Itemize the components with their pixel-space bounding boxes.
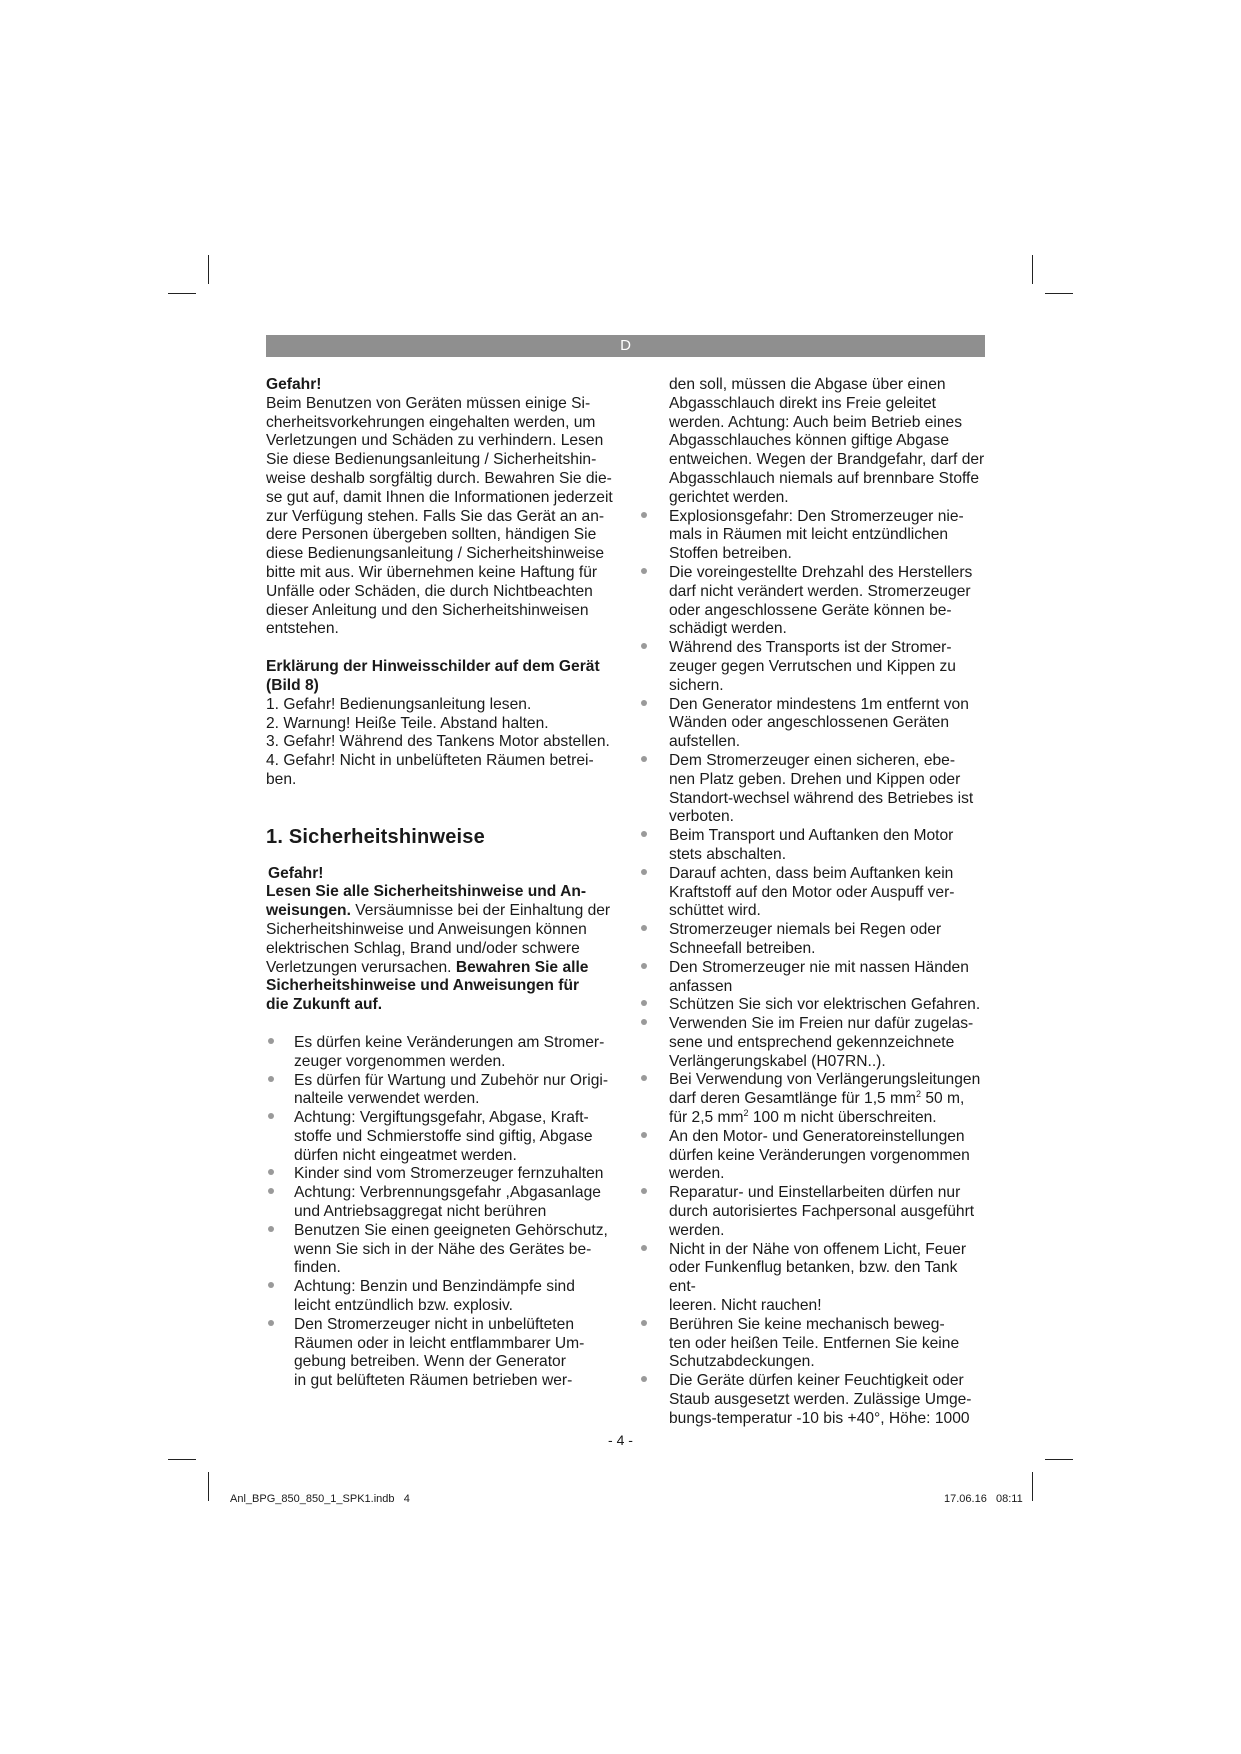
- signs-heading: Erklärung der Hinweisschilder auf dem Gerät (Bild 8): [266, 658, 600, 694]
- language-header-bar: [266, 335, 985, 357]
- page-number: - 4 -: [608, 1432, 633, 1448]
- list-item: Dem Stromerzeuger einen sicheren, ebe- nen Platz geben. Drehen und Kippen oder Standort-wechsel während des Betriebes ist verboten.: [635, 752, 987, 827]
- danger-heading: Gefahr!: [266, 376, 322, 393]
- list-item: Es dürfen keine Veränderungen am Stromer- zeuger vorgenommen werden.: [266, 1034, 616, 1072]
- keep-instructions-bold: Bewahren Sie alle Sicherheitshinweise und Anweisungen für die Zukunft auf.: [266, 958, 589, 1014]
- section-title: 1. Sicherheitshinweise: [266, 825, 485, 848]
- list-item: Kinder sind vom Stromerzeuger fernzuhalten: [266, 1165, 616, 1184]
- read-instructions-bold: Lesen Sie alle Sicherheitshinweise und An- weisungen.: [266, 883, 587, 920]
- list-item: Den Stromerzeuger nicht in unbelüfteten Räumen oder in leicht entflammbarer Um- gebung betreiben. Wenn der Generator in gut belüfteten Räumen betrieben wer-: [266, 1316, 616, 1391]
- list-item: Explosionsgefahr: Den Stromerzeuger nie- mals in Räumen mit leicht entzündlichen Stoffen betreiben.: [635, 508, 987, 564]
- cable-superscript-1: 2: [916, 1089, 922, 1100]
- continuation-paragraph: den soll, müssen die Abgase über einen Abgasschlauch direkt ins Freie geleitet werden. Achtung: Auch beim Betrieb eines Abgasschlauches können giftige Abgase entweichen. Wegen der Brandgefahr, darf der Abgasschlauch niemals auf brennbare Stoffe gerichtet werden.: [669, 376, 985, 506]
- language-tab-label: D: [620, 337, 631, 354]
- list-item: Die Geräte dürfen keiner Feuchtigkeit oder Staub ausgesetzt werden. Zulässige Umge- bungs-temperatur -10 bis +40°, Höhe: 1000: [635, 1372, 987, 1428]
- list-item-cable-length: [635, 1071, 987, 1127]
- signs-list: [266, 696, 616, 790]
- right-bullet-list: [635, 508, 987, 1429]
- sign-item-4: 4. Gefahr! Nicht in unbelüfteten Räumen betrei- ben.: [266, 752, 594, 788]
- list-item: Schützen Sie sich vor elektrischen Gefahren.: [635, 996, 987, 1015]
- cable-text-1: Bei Verwendung von Verlängerungsleitungen darf deren Gesamtlänge für 1,5 mm: [669, 1071, 981, 1108]
- list-item: Stromerzeuger niemals bei Regen oder Schneefall betreiben.: [635, 921, 987, 959]
- list-item: Achtung: Benzin und Benzindämpfe sind leicht entzündlich bzw. explosiv.: [266, 1278, 616, 1316]
- section-danger-heading: Gefahr!: [268, 864, 324, 882]
- list-item: Die voreingestellte Drehzahl des Herstellers darf nicht verändert werden. Stromerzeuger oder angeschlossene Geräte können be- schädigt werden.: [635, 564, 987, 639]
- footer-timestamp: 17.06.16 08:11: [944, 1493, 1023, 1505]
- crop-mark-top-left-vertical: [208, 255, 209, 284]
- sign-item-3: 3. Gefahr! Während des Tankens Motor abstellen.: [266, 733, 610, 751]
- list-item: Nicht in der Nähe von offenem Licht, Feuer oder Funkenflug betanken, bzw. den Tank ent- leeren. Nicht rauchen!: [635, 1241, 987, 1316]
- left-column: [266, 376, 616, 1391]
- cable-text-2: 50 m, für 2,5 mm: [669, 1090, 965, 1127]
- list-item: Darauf achten, dass beim Auftanken kein Kraftstoff auf den Motor oder Auspuff ver- schüttet wird.: [635, 865, 987, 921]
- crop-mark-bottom-left-horizontal: [168, 1459, 196, 1460]
- list-item: Benutzen Sie einen geeigneten Gehörschutz, wenn Sie sich in der Nähe des Gerätes be- finden.: [266, 1222, 616, 1278]
- cable-superscript-2: 2: [743, 1107, 749, 1118]
- crop-mark-bottom-right-horizontal: [1045, 1459, 1073, 1460]
- read-instructions-text: Versäumnisse bei der Einhaltung der Sicherheitshinweise und Anweisungen können elektrischen Schlag, Brand und/oder schwere Verletzungen verursachen.: [266, 902, 611, 976]
- list-item: An den Motor- und Generatoreinstellungen dürfen keine Veränderungen vorgenommen werden.: [635, 1128, 987, 1184]
- left-bullet-list: [266, 1034, 616, 1391]
- list-item: Es dürfen für Wartung und Zubehör nur Origi- nalteile verwendet werden.: [266, 1072, 616, 1110]
- sign-item-1: 1. Gefahr! Bedienungsanleitung lesen.: [266, 695, 532, 713]
- right-column: [635, 376, 987, 1429]
- list-item: Berühren Sie keine mechanisch beweg- ten oder heißen Teile. Entfernen Sie keine Schutzabdeckungen.: [635, 1316, 987, 1372]
- list-item: Beim Transport und Auftanken den Motor stets abschalten.: [635, 827, 987, 865]
- list-item: Achtung: Vergiftungsgefahr, Abgase, Kraft- stoffe und Schmierstoffe sind giftig, Abgase dürfen nicht eingeatmet werden.: [266, 1109, 616, 1165]
- danger-paragraph: Beim Benutzen von Geräten müssen einige Si- cherheitsvorkehrungen eingehalten werden, um Verletzungen und Schäden zu verhindern. Lesen Sie diese Bedienungsanleitung / Sicherheitshin- weise deshalb sorgfältig durch. Bewahren Sie die- se gut auf, damit Ihnen die Informationen jederzeit zur Verfügung stehen. Falls Sie das Gerät an an- dere Personen übergeben sollten, händigen Sie diese Bedienungsanleitung / Sicherheitshinweise bitte mit aus. Wir übernehmen keine Haftung für Unfälle oder Schäden, die durch Nichtbeachten dieser Anleitung und den Sicherheitshinweisen entstehen.: [266, 394, 613, 638]
- crop-mark-top-right-vertical: [1032, 255, 1033, 284]
- list-item: Verwenden Sie im Freien nur dafür zugelas- sene und entsprechend gekennzeichnete Verlängerungskabel (H07RN..).: [635, 1015, 987, 1071]
- sign-item-2: 2. Warnung! Heiße Teile. Abstand halten.: [266, 714, 549, 732]
- list-item: Achtung: Verbrennungsgefahr ,Abgasanlage und Antriebsaggregat nicht berühren: [266, 1184, 616, 1222]
- read-instructions-paragraph: [266, 883, 616, 1015]
- footer-file-name: Anl_BPG_850_850_1_SPK1.indb 4: [230, 1493, 410, 1505]
- crop-mark-top-left-horizontal: [168, 293, 196, 294]
- list-item: Den Stromerzeuger nie mit nassen Händen anfassen: [635, 959, 987, 997]
- crop-mark-bottom-right-vertical: [1032, 1472, 1033, 1501]
- crop-mark-top-right-horizontal: [1045, 293, 1073, 294]
- list-item: Reparatur- und Einstellarbeiten dürfen nur durch autorisiertes Fachpersonal ausgeführt werden.: [635, 1184, 987, 1240]
- cable-text-3: 100 m nicht überschreiten.: [748, 1109, 937, 1127]
- crop-mark-bottom-left-vertical: [208, 1472, 209, 1501]
- list-item: Den Generator mindestens 1m entfernt von Wänden oder angeschlossenen Geräten aufstellen.: [635, 696, 987, 752]
- list-item: Während des Transports ist der Stromer- zeuger gegen Verrutschen und Kippen zu sichern.: [635, 639, 987, 695]
